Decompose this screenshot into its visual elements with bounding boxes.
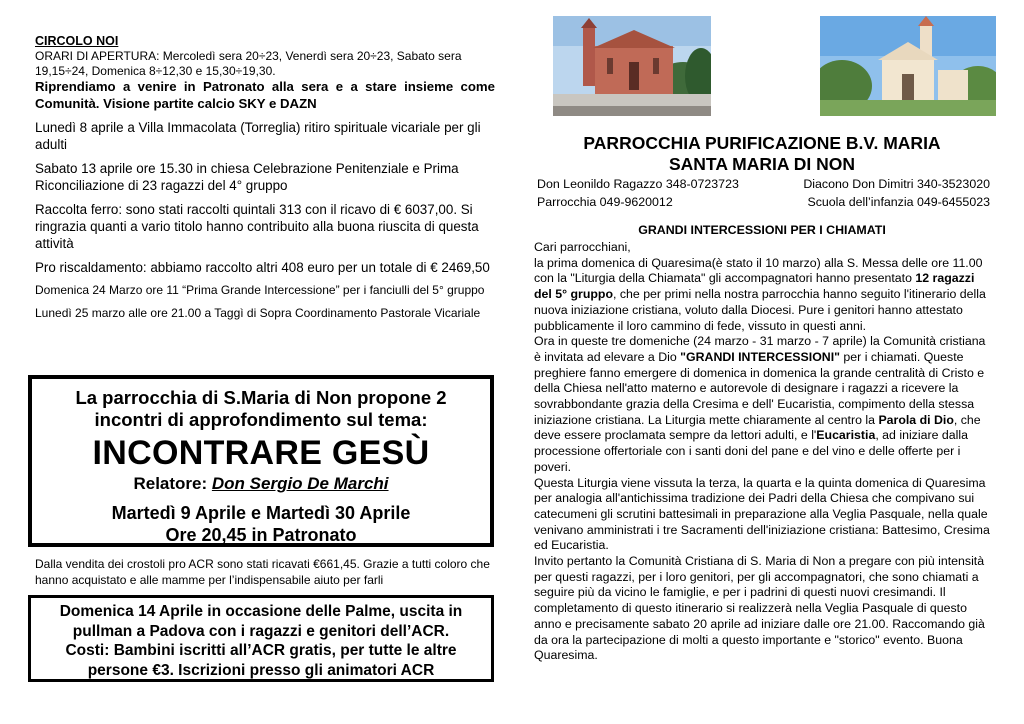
speaker (32, 473, 490, 495)
acr-line: Domenica 14 Aprile in occasione delle Palme, uscita in (59, 603, 463, 620)
notice-item: Pro riscaldamento: abbiamo raccolto altri 408 euro per un totale di € 2469,50 (35, 260, 490, 276)
letter-paragraph: Ora in queste tre domeniche (24 marzo - 31 marzo - 7 aprile) la Comunità cristiana è invitata ad elevare a Dio "GRANDI INTERCESSIONI" per i chiamati. Queste preghiere fanno emergere di domenica in domenica la grande centralità di Cristo e della Chiesa nell'atto materno e autorevole di designare i ragazzi a ricevere la sovrabbondante grazia della Cresima e dell' Eucaristia, compimento della stessa iniziazione cristiana. La Liturgia mette chiaramente al centro la Parola di Dio, che deve essere proclamata sempre da lettori adulti, e l'Eucaristia, ad iniziare dalla processione offertoriale con i santi doni del pane e del vino e delle offerte per i poveri. (534, 334, 986, 474)
event-dates: Martedì 9 Aprile e Martedì 30 Aprile (111, 503, 411, 523)
crostoli-notice: Dalla vendita dei crostoli pro ACR sono stati ricavati €661,45. Grazie a tutti coloro che hanno acquistato e alle mamme per l’indispensabile aiuto per farli (35, 557, 490, 587)
event-time: Ore 20,45 in Patronato (165, 525, 357, 545)
contact-deacon: Diacono Don Dimitri 340-3523020 (803, 177, 990, 191)
notice-item: Lunedì 8 aprile a Villa Immacolata (Torreglia) ritiro spirituale vicariale per gli adulti (35, 120, 481, 153)
acr-line: Costi: Bambini iscritti all’ACR gratis, per tutte le altre (65, 642, 457, 659)
letter-paragraph: Invito pertanto la Comunità Cristiana di S. Maria di Non a pregare con più intensità per questi ragazzi, per i loro genitori, per gli accompagnatori, che sono chiamati a seguire più da vicino le famiglie, e per i padrini di questi nuovi cresimandi. Il completamento di questo itinerario si realizzerà nella Veglia Pasquale di questo anno e precisamente sabato 20 aprile ad iniziare dalle ore 21.00. Raccomando già da ora la partecipazione di molti a questo importante e "storico" evento. Buona Quaresima. (534, 554, 985, 663)
church-photo-brick (553, 16, 711, 116)
patronato-notice: Riprendiamo a venire in Patronato alla sera e a stare insieme come Comunità. Visione partite calcio SKY e DAZN (35, 79, 495, 111)
box-intro-line1: La parrocchia di S.Maria di Non propone 2 (75, 387, 447, 408)
parish-name (533, 133, 991, 175)
letter-paragraph: Questa Liturgia viene vissuta la terza, la quarta e la quinta domenica di Quaresima per analogia all'antichissima tradizione dei Padri della Chiesa che compivano sui catecumeni gli scrutini battesimali in preparazione alla Veglia Pasquale, nella quale venivano amministrati i tre Sacramenti dell'iniziazione cristiana: Battesimo, Cresima ed Eucaristia. (534, 475, 990, 553)
contact-school: Scuola dell’infanzia 049-6455023 (807, 195, 990, 209)
contact-priest: Don Leonildo Ragazzo 348-0723723 (537, 177, 739, 191)
box-intro-line2: incontri di approfondimento sul tema: (94, 409, 428, 430)
church-photo-white (820, 16, 996, 116)
opening-hours: ORARI DI APERTURA: Mercoledì sera 20÷23, Venerdì sera 20÷23, Sabato sera 19,15÷24, Domenica 8÷12,30 e 15,30÷19,30. (35, 49, 462, 79)
section-title: GRANDI INTERCESSIONI PER I CHIAMATI (638, 223, 886, 237)
left-column (35, 34, 495, 321)
acr-line: pullman a Padova con i ragazzi e genitori dell’ACR. (72, 622, 450, 640)
contact-row-offices (537, 195, 990, 210)
pastoral-letter (534, 240, 992, 664)
notice-item-small: Domenica 24 Marzo ore 11 “Prima Grande Intercessione” per i fanciulli del 5° gruppo (35, 283, 485, 298)
speaker-name: Don Sergio De Marchi (211, 474, 389, 493)
circolo-title: CIRCOLO NOI (35, 34, 119, 48)
letter-paragraph: la prima domenica di Quaresima(è stato il 10 marzo) alla S. Messa delle ore 11.00 con la "Liturgia della Chiamata" gli accompagnatori hanno presentato 12 ragazzi del 5° gruppo, che per primi nella nostra parrocchia hanno seguito l'itinerario della nuova iniziazione cristiana, voluto dalla Diocesi. Pure i genitori hanno attestato pubblicamente il loro cammino di fede, vissuto in questi anni. (534, 255, 986, 333)
parish-name-line1: PARROCCHIA PURIFICAZIONE B.V. MARIA (583, 133, 941, 153)
notice-item: Sabato 13 aprile ore 15.30 in chiesa Celebrazione Penitenziale e Prima Riconciliazione di 23 ragazzi del 4° gruppo (35, 161, 459, 194)
letter-greeting: Cari parrocchiani, (534, 240, 631, 254)
event-box-acr (28, 595, 494, 682)
notice-item-small: Lunedì 25 marzo alle ore 21.00 a Taggì di Sopra Coordinamento Pastorale Vicariale (35, 305, 481, 320)
acr-line: persone €3. Iscrizioni presso gli animatori ACR (87, 661, 435, 679)
notice-item: Raccolta ferro: sono stati raccolti quintali 313 con il ricavo di € 6037,00. Si ringrazia quanti a vario titolo hanno contribuito alla buona riuscita di questa attività (35, 202, 479, 252)
event-box-incontrare-gesu (28, 375, 494, 547)
speaker-label: Relatore: (133, 474, 208, 493)
parish-name-line2: SANTA MARIA DI NON (668, 154, 855, 174)
event-theme: INCONTRARE GESÙ (92, 434, 430, 472)
contact-parish: Parrocchia 049-9620012 (537, 195, 673, 209)
contact-row-clergy (537, 177, 990, 192)
